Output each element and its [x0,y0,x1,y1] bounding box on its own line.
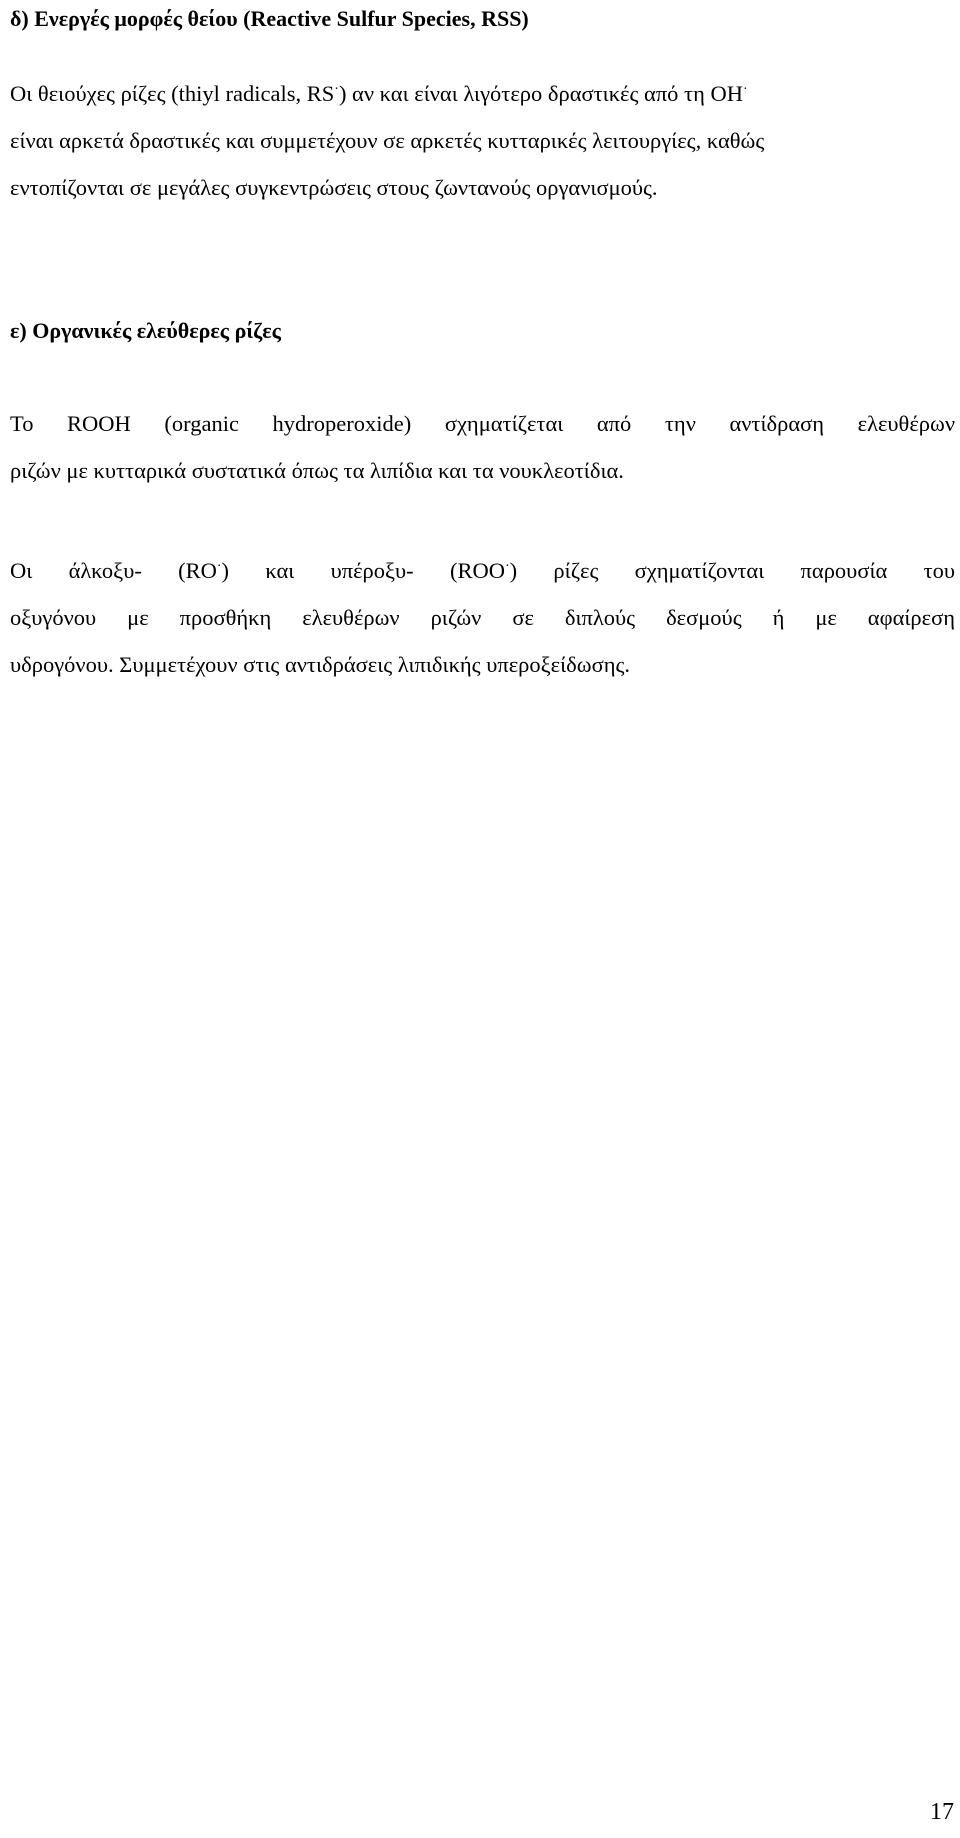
section-e-p2-line-1 [10,547,955,594]
radical-dot: · [742,82,748,97]
section-d-heading: δ) Ενεργές μορφές θείου (Reactive Sulfur Species, RSS) [10,6,529,31]
page-number: 17 [930,1799,954,1825]
text-fragment: Οι θειούχες ρίζες (thiyl radicals, RS [10,81,335,106]
section-d-line-2: είναι αρκετά δραστικές και συμμετέχουν σε αρκετές κυτταρικές λειτουργίες, καθώς [10,128,765,153]
section-e-p2-line-2: οξυγόνου με προσθήκη ελευθέρων ριζών σε διπλούς δεσμούς ή με αφαίρεση [10,605,955,630]
section-e-heading: ε) Οργανικές ελεύθερες ρίζες [10,318,281,343]
radical-dot: · [334,82,339,97]
section-d-line-3: εντοπίζονται σε μεγάλες συγκεντρώσεις στους ζωντανούς οργανισμούς. [10,175,658,200]
section-e-paragraph-1 [10,400,955,494]
section-d-paragraph [10,70,955,211]
text-fragment: ) ρίζες σχηματίζονται παρουσία του [509,558,956,583]
text-fragment: Οι άλκοξυ- (RO [10,558,217,583]
section-d-line-1 [10,70,955,117]
text-fragment: ) και υπέροξυ- (ROO [221,558,505,583]
text-fragment: ) αν και είναι λιγότερο δραστικές από τη OH [338,81,743,106]
section-e-p2-line-3: υδρογόνου. Συμμετέχουν στις αντιδράσεις λιπιδικής υπεροξείδωσης. [10,652,631,677]
section-e-paragraph-2 [10,547,955,688]
radical-dot: · [504,559,510,574]
section-e-p1-line-1: Το ROOH (organic hydroperoxide) σχηματίζεται από την αντίδραση ελευθέρων [10,411,955,436]
section-e-p1-line-2: ριζών με κυτταρικά συστατικά όπως τα λιπίδια και τα νουκλεοτίδια. [10,458,624,483]
radical-dot: · [216,559,222,574]
